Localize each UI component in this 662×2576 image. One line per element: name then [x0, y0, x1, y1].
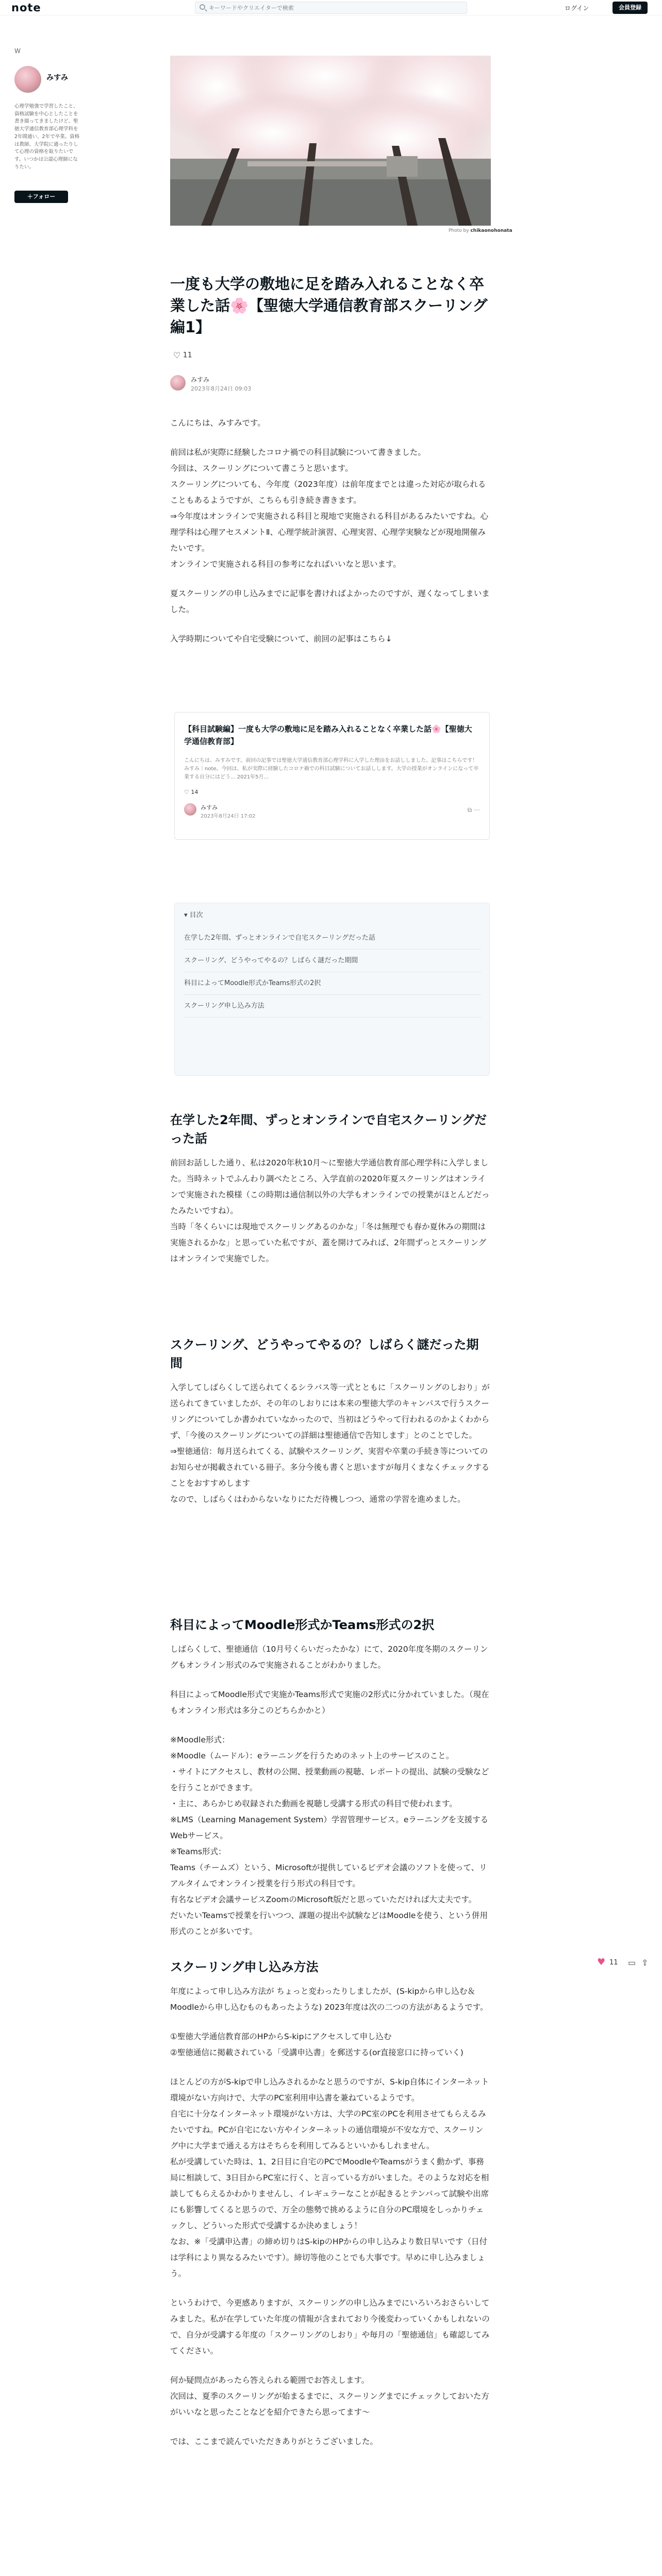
- sidebar-bio: 心理学勉強で学習したこと、資格試験を中心としたことを書き綴ってきましたけど、聖徳大学通信教育部心理学科を2年間通い、2年で卒業。資格は教師、大学院に通ったりして心理の資格を取りたいです。いつかは公認心理師になりたい。: [14, 104, 80, 170]
- comment-icon[interactable]: ▭: [628, 1958, 636, 1968]
- paragraph: ※Moodle形式： ※Moodle（ムードル）：eラーニングを行うためのネット上のサービスのこと。 ・サイトにアクセスし、教材の公開、授業動画の視聴、レポートの提出、試験の受験などを行うことができます。 ・主に、あらかじめ収録された動画を視聴し受講する形式の科目で使われます。 ※LMS（Learning Management System）学習管理サービス。eラーニングを支援するWebサービス。 ※Teams形式： Teams（チームズ）という、Microsoftが提供しているビデオ会議のソフトを使って、リアルタイムでオンライン授業を行う形式の科目です。 有名なビデオ会議サービスZoomのMicrosoft版だと思っていただければ大丈夫です。 だいたいTeamsで授業を行いつつ、課題の提出や試験などはMoodleを使う、という併用形式のことが多いです。: [170, 1735, 489, 1936]
- share-icon[interactable]: ⇪: [641, 1958, 649, 1968]
- paragraph: 科目によってMoodle形式で実施かTeams形式で実施の2形式に分かれていました。（現在もオンライン形式は多分このどちらかかと）: [170, 1690, 489, 1715]
- article-title: 一度も大学の敷地に足を踏み入れることなく卒業した話🌸【聖徳大学通信教育部スクーリング編1】: [170, 275, 488, 336]
- paragraph: 入学時期についてや自宅受験について、前回の記事はこちら↓: [170, 634, 392, 643]
- paragraph: 夏スクーリングの申し込みまでに記事を書ければよかったのですが、遅くなってしまいました。: [170, 589, 490, 614]
- photo-credit-name[interactable]: chikaonohonata: [470, 228, 512, 233]
- section-4: [170, 1958, 491, 2463]
- plus-icon: ＋: [27, 193, 33, 200]
- section-heading: スクーリング、どうやってやるの？しばらく謎だった期間: [170, 1337, 479, 1370]
- toc-heading[interactable]: [184, 909, 203, 919]
- embed-title[interactable]: 【科目試験編】一度も大学の敷地に足を踏み入れることなく卒業した話🌸【聖徳大学通信教育部】: [184, 724, 472, 746]
- paragraph: ほとんどの方がS-kipで申し込みされるかなと思うのですが、S-kip自体にインターネット環境がない方向けで、大学のPC室利用申込書を兼ねているようです。 自宅に十分なインターネット環境がない方は、大学のPC室のPCを利用させてもらえるみたいですね。PCが自宅にない方やインターネットの通信環境が不安な方で、スクーリング中に大学まで通える方はそちらを利用してみるといいかもしれません。 私が受講していた時は、1、2日目に自宅のPCでMoodleやTeamsがうまく動かず、事務局に相談して、3日目からPC室に行く、と言っている方がいました。そのような対応を相談してもらえるかわかりませんし、イレギュラーなことが起きるとテンパって試験や出席にも影響してくると思うので、万全の態勢で挑めるように自分のPC環境をしっかりチェックし、どういった形式で受講するか決めましょう！ なお、※「受講申込書」の締め切りはS-kipのHPからの申し込みより数日早いです（日付は学科により異なるみたいです）。締切等他のことでも大事です。早めに申し込みましょう。: [170, 2077, 489, 2278]
- search-bar[interactable]: [195, 2, 467, 14]
- paragraph: 前回は私が実際に経験したコロナ禍での科目試験について書きました。 今回は、スクーリングについて書こうと思います。 スクーリングについても、今年度（2023年度）は前年度までとは違った対応が取られることもあるようですが、こちらも引き続き書きます。 ⇒今年度はオンラインで実施される科目と現地で実施される科目があるみたいですね。心理学科は心理アセスメントⅡ、心理学統計演習、心理実習、心理学実験などが現地開催みたいです。 オンラインで実施される科目の参考になればいいなと思います。: [170, 448, 489, 569]
- embed-avatar-wrap: [184, 803, 196, 816]
- paragraph: 年度によって申し込み方法が ちょっと変わったりしましたが、(S-kipから申し込む＆Moodleから申し込むものもあったような) 2023年度は次の二つの方法があるようです。: [170, 1987, 488, 2012]
- embed-snippet: こんにちは、みすみです。前回の記事では聖徳大学通信教育部心理学科に入学した理由をお話ししました。記事はこちらです！みすみ｜note。今回は、私が実際に経験したコロナ禍での科目試験についてお話しします。大学の授業がオンラインになって卒業する自分にはどう... 2021年5月...: [184, 758, 479, 780]
- paragraph: しばらくして、聖徳通信（10月号くらいだったかな）にて、2020年度冬期のスクーリングもオンライン形式のみで実施されることがわかりました。: [170, 1645, 488, 1670]
- cherry-blossom-photo: [170, 56, 491, 226]
- title-like-row[interactable]: [173, 350, 192, 360]
- heart-icon[interactable]: ♥: [597, 1957, 606, 1968]
- heart-icon: ♡: [184, 789, 189, 795]
- section-1: [170, 1111, 491, 1280]
- embed-date: 2023年8月24日 17:02: [201, 814, 256, 819]
- table-of-contents: [174, 903, 490, 1076]
- paragraph: 入学してしばらくして送られてくるシラバス等一式とともに「スクーリングのしおり」が送られてきていましたが、その年のしおりには本来の聖徳大学のキャンパスで行うスクーリングについてしか書かれていなかったので、当初はどうやって行われるのかよくわからず、「今後のスクーリングについての詳細は聖徳通信で告知します」とのことでした。 ⇒聖徳通信：毎月送られてくる、試験やスクーリング、実習や卒業の手続き等についてのお知らせが掲載されている冊子。多分今後も書くと思いますが毎月くまなくチェックすることをおすすめします なので、しばらくはわからないなりにただ待機しつつ、通常の学習を進めました。: [170, 1383, 490, 1504]
- signup-button[interactable]: 会員登録: [613, 2, 648, 14]
- login-link[interactable]: ログイン: [565, 5, 589, 12]
- paragraph: 前回お話しした通り、私は2020年秋10月～に聖徳大学通信教育部心理学科に入学しました。当時ネットでふんわり調べたところ、入学直前の2020年夏スクーリングはオンラインで実施された模様（この時期は通信制以外の大学もオンラインでの授業がほとんどだったみたいですね）。 当時「冬くらいには現地でスクーリングあるのかな」「冬は無理でも春か夏休みの期間は実施されるかな」と思っていた私ですが、蓋を開けてみれば、2年間ずっとスクーリングはオンラインで実施でした。: [170, 1158, 490, 1263]
- sidebar-author-name[interactable]: みすみ: [46, 74, 68, 82]
- section-3: [170, 1616, 491, 1953]
- paragraph: ①聖徳大学通信教育部のHPからS-kipにアクセスして申し込む ②聖徳通信に掲載されている「受講申込書」を郵送する(or直接窓口に持っていく): [170, 2032, 464, 2057]
- embed-likes: [184, 789, 198, 795]
- photo-credit-prefix: Photo by: [449, 228, 469, 233]
- paragraph: というわけで、今更感ありますが、スクーリングの申し込みまでにいろいろおさらいしてみました。私が在学していた年度の情報が含まれており今後変わっていくかもしれないので、自分が受講する年度の「スクーリングのしおり」や毎月の「聖徳通信」も確認してみてください。: [170, 2298, 490, 2355]
- toc-item[interactable]: 在学した2年間、ずっとオンラインで自宅スクーリングだった話: [184, 927, 481, 950]
- heart-icon[interactable]: ♡: [173, 350, 181, 360]
- toc-heading-label: 目次: [189, 911, 203, 919]
- section-heading: スクーリング申し込み方法: [170, 1960, 319, 1974]
- author-sidebar: [14, 47, 80, 200]
- embedded-article-card[interactable]: [174, 712, 490, 840]
- embed-like-count: 14: [191, 789, 198, 795]
- sidebar-mark: W: [14, 47, 21, 55]
- toc-item[interactable]: スクーリング申し込み方法: [184, 995, 481, 1018]
- embed-author: みすみ: [201, 804, 218, 811]
- article-body: [170, 415, 491, 660]
- title-like-count: 11: [183, 351, 192, 360]
- note-logo[interactable]: note: [11, 2, 41, 14]
- site-header: [0, 0, 662, 15]
- toc-item[interactable]: スクーリング、どうやってやるの？しばらく謎だった期間: [184, 950, 481, 972]
- paragraph: こんにちは、みすみです。: [170, 418, 266, 428]
- avatar[interactable]: [14, 66, 41, 93]
- follow-button[interactable]: [14, 191, 68, 203]
- follow-label: フォロー: [32, 193, 56, 200]
- hero-image: [170, 56, 491, 226]
- article-date: 2023年8月24日 09:03: [191, 385, 252, 392]
- floating-like-count: 11: [609, 1959, 618, 1967]
- floating-actions: [597, 1956, 654, 1971]
- toc-item[interactable]: 科目によってMoodle形式かTeams形式の2択: [184, 972, 481, 995]
- sidebar-author[interactable]: [14, 66, 80, 94]
- photo-credit: [449, 228, 512, 233]
- article: [170, 273, 491, 2446]
- section-2: [170, 1335, 491, 1521]
- paragraph: 何か疑問点があったら答えられる範囲でお答えします。 次回は、夏季のスクーリングが始まるまでに、スクーリングまでにチェックしておいた方がいいなと思ったことなどを紹介できたら思ってます〜: [170, 2376, 489, 2417]
- search-icon: [200, 4, 205, 10]
- article-author-name[interactable]: みすみ: [191, 376, 210, 383]
- section-heading: 科目によってMoodle形式かTeams形式の2択: [170, 1618, 435, 1632]
- avatar[interactable]: [170, 375, 186, 391]
- article-author[interactable]: [170, 374, 325, 393]
- search-input[interactable]: [209, 4, 461, 12]
- avatar: [184, 803, 196, 816]
- paragraph: では、ここまで読んでいただきありがとうございました。: [170, 2437, 378, 2446]
- chevron-down-icon: ▾: [184, 911, 188, 919]
- embed-link-icon: ⧉ ⋯: [467, 806, 480, 814]
- section-heading: 在学した2年間、ずっとオンラインで自宅スクーリングだった話: [170, 1113, 487, 1146]
